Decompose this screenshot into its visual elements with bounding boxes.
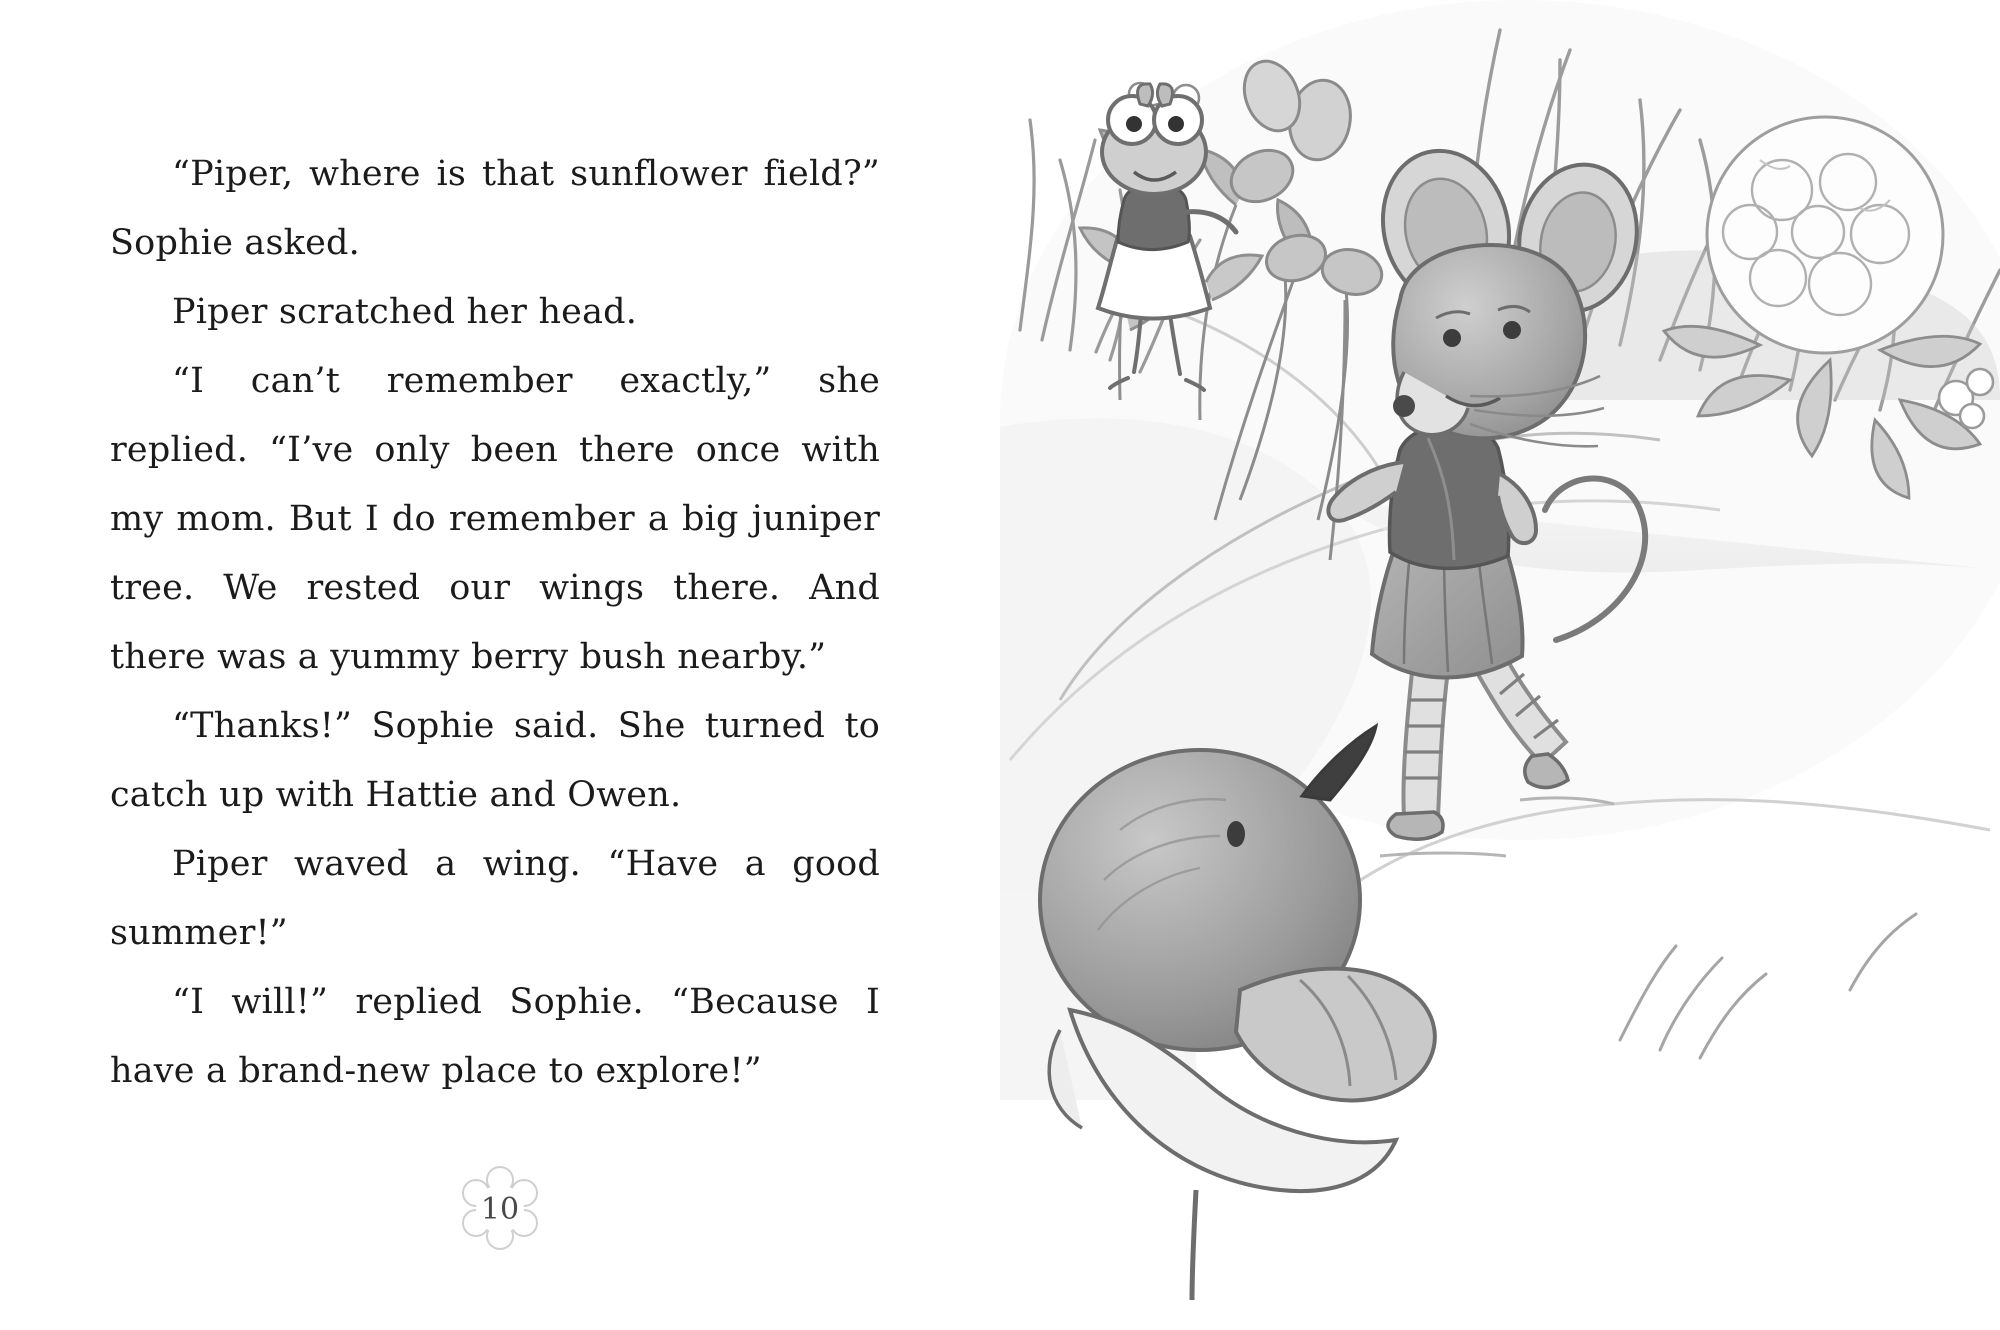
round-flower-bush — [1707, 117, 1943, 353]
paragraph-6: “I will!” replied Sophie. “Because I have a brand-new place to explore!” — [110, 982, 880, 1091]
scallop-flower-icon — [454, 1166, 546, 1252]
paragraph-5: Piper waved a wing. “Have a good summer!” — [110, 844, 880, 953]
page-number-text: 10 — [480, 1191, 520, 1227]
story-text-block — [110, 140, 880, 1106]
paragraph-1: “Piper, where is that sunflower field?” Sophie asked. — [110, 154, 880, 263]
page-number-badge — [0, 1166, 1000, 1252]
garden-scene-illustration — [1000, 0, 2000, 1330]
paragraph-3: “I can’t remember exactly,” she replied. “I’ve only been there once with my mom. But I do remember a big juniper tree. We rested our wings there. And there was a yummy berry bush nearby.” — [110, 361, 880, 677]
paragraph-2: Piper scratched her head. — [172, 292, 638, 332]
paragraph-4: “Thanks!” Sophie said. She turned to catch up with Hattie and Owen. — [110, 706, 880, 815]
right-illustration-page — [1000, 0, 2000, 1330]
